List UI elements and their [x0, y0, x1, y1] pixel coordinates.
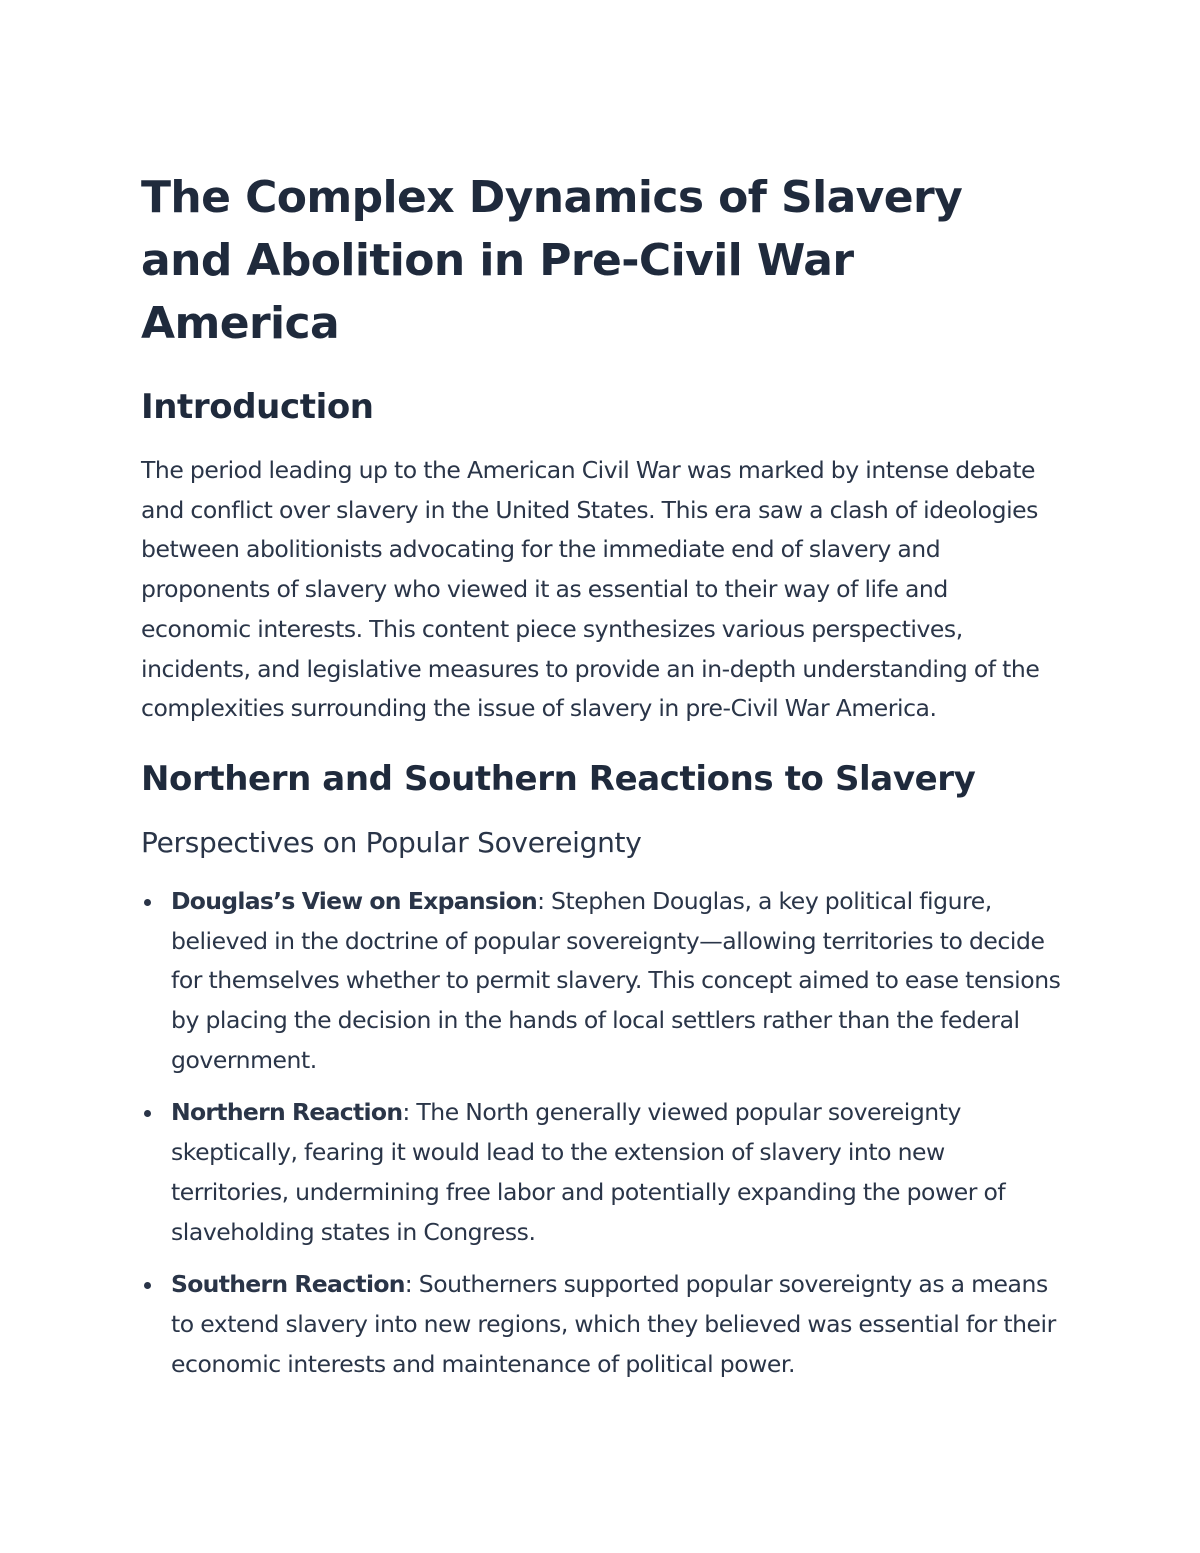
section-heading-reactions: Northern and Southern Reactions to Slavery [141, 758, 976, 799]
bullet-text: : The North generally viewed popular sovereignty skeptically, fearing it would lead to the extension of slavery into new territories, undermining free labor and potentially expanding the power of slaveholding states in Congress. [171, 1098, 1006, 1246]
bullet-icon [144, 899, 151, 906]
section-heading-introduction: Introduction [141, 387, 374, 427]
bullet-term: Douglas’s View on Expansion [171, 886, 538, 915]
document-title: The Complex Dynamics of Slavery and Abolition in Pre-Civil War America [141, 172, 963, 349]
list-item [141, 1093, 1061, 1252]
bullet-text: : Southerners supported popular sovereignty as a means to extend slavery into new regions, which they believed was essential for their economic interests and maintenance of political power. [171, 1270, 1056, 1378]
subsection-heading-popular-sovereignty: Perspectives on Popular Sovereignty [141, 825, 642, 859]
document-page [141, 166, 1061, 1397]
introduction-paragraph: The period leading up to the American Civil War was marked by intense debate and conflict over slavery in the United States. This era saw a clash of ideologies between abolitionists advocating for the immediate end of slavery and proponents of slavery who viewed it as essential to their way of life and economic interests. This content piece synthesizes various perspectives, incidents, and legislative measures to provide an in-depth understanding of the complexities surrounding the issue of slavery in pre-Civil War America. [141, 456, 1040, 723]
list-item [141, 1265, 1061, 1384]
bullet-icon [144, 1282, 151, 1289]
bullet-text: : Stephen Douglas, a key political figure, believed in the doctrine of popular sovereignty—allowing territories to decide for themselves whether to permit slavery. This concept aimed to ease tensions by placing the decision in the hands of local settlers rather than the federal government. [171, 886, 1061, 1074]
bullet-icon [144, 1110, 151, 1117]
bullet-term: Southern Reaction [171, 1270, 405, 1299]
list-item [141, 882, 1061, 1081]
bullet-list [141, 882, 1061, 1384]
bullet-term: Northern Reaction [171, 1098, 403, 1127]
